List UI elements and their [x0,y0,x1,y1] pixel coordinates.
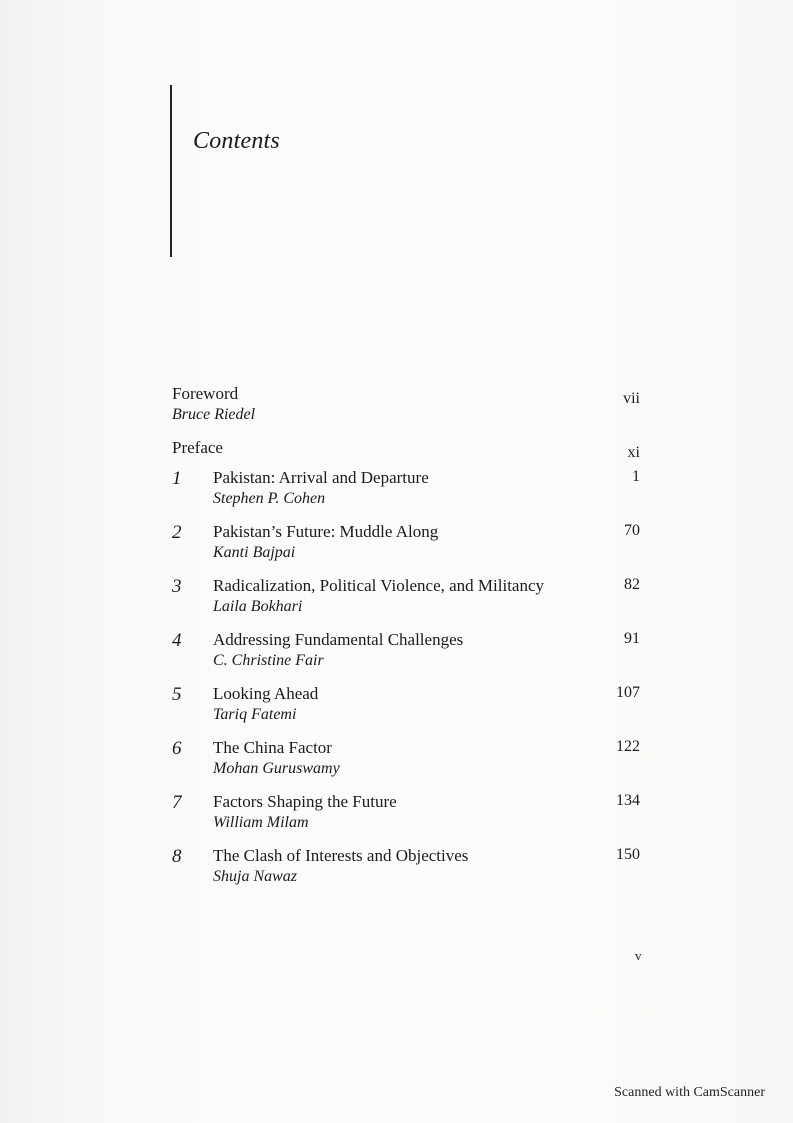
chapter-number: 3 [172,576,182,597]
chapter-title: Factors Shaping the Future [213,792,397,811]
chapter-page-number: 122 [616,738,640,755]
chapter-title: Looking Ahead [213,684,319,703]
chapter-title: Pakistan: Arrival and Departure [213,468,429,487]
entry-author: Bruce Riedel [172,406,256,423]
chapter-page-number: 134 [616,792,640,809]
chapter-title: Pakistan’s Future: Muddle Along [213,522,439,541]
toc-entry-chapter-4 [172,630,642,684]
chapter-author: Kanti Bajpai [213,544,296,561]
chapter-page-number: 107 [616,684,640,701]
entry-page-number: xi [627,444,640,461]
toc-entry-chapter-2 [172,522,642,576]
chapter-title: The Clash of Interests and Objectives [213,846,469,865]
toc-entry-chapter-7 [172,792,642,846]
chapter-number: 2 [172,522,182,543]
chapter-number: 1 [172,468,182,489]
chapter-number: 8 [172,846,182,867]
chapter-number: 5 [172,684,182,705]
toc-entry-chapter-3 [172,576,642,630]
chapter-author: C. Christine Fair [213,652,324,669]
vertical-rule [170,85,172,257]
chapter-page-number: 150 [616,846,640,863]
chapter-page-number: 70 [624,522,640,539]
chapter-author: Tariq Fatemi [213,706,297,723]
chapter-page-number: 1 [632,468,640,485]
chapter-author: Mohan Guruswamy [213,760,340,777]
toc-entry-chapter-8 [172,846,642,900]
entry-title: Foreword [172,384,239,403]
chapter-author: Laila Bokhari [213,598,303,615]
entry-title: Preface [172,438,223,457]
chapter-page-number: 82 [624,576,640,593]
toc-entry-preface [172,438,642,468]
chapter-page-number: 91 [624,630,640,647]
chapter-title: Addressing Fundamental Challenges [213,630,464,649]
chapter-author: William Milam [213,814,309,831]
entry-page-number: vii [623,390,640,407]
chapter-number: 4 [172,630,182,651]
chapter-author: Stephen P. Cohen [213,490,326,507]
scanner-watermark: Scanned with CamScanner [614,1085,765,1100]
table-of-contents [172,384,642,900]
page-folio: v [635,948,642,963]
chapter-number: 6 [172,738,182,759]
page-title: Contents [193,128,280,154]
chapter-title: The China Factor [213,738,332,757]
toc-entry-chapter-6 [172,738,642,792]
chapter-author: Shuja Nawaz [213,868,298,885]
toc-entry-chapter-5 [172,684,642,738]
chapter-number: 7 [172,792,182,813]
toc-entry-chapter-1 [172,468,642,522]
chapter-title: Radicalization, Political Violence, and Militancy [213,576,545,595]
toc-entry-foreword [172,384,642,438]
